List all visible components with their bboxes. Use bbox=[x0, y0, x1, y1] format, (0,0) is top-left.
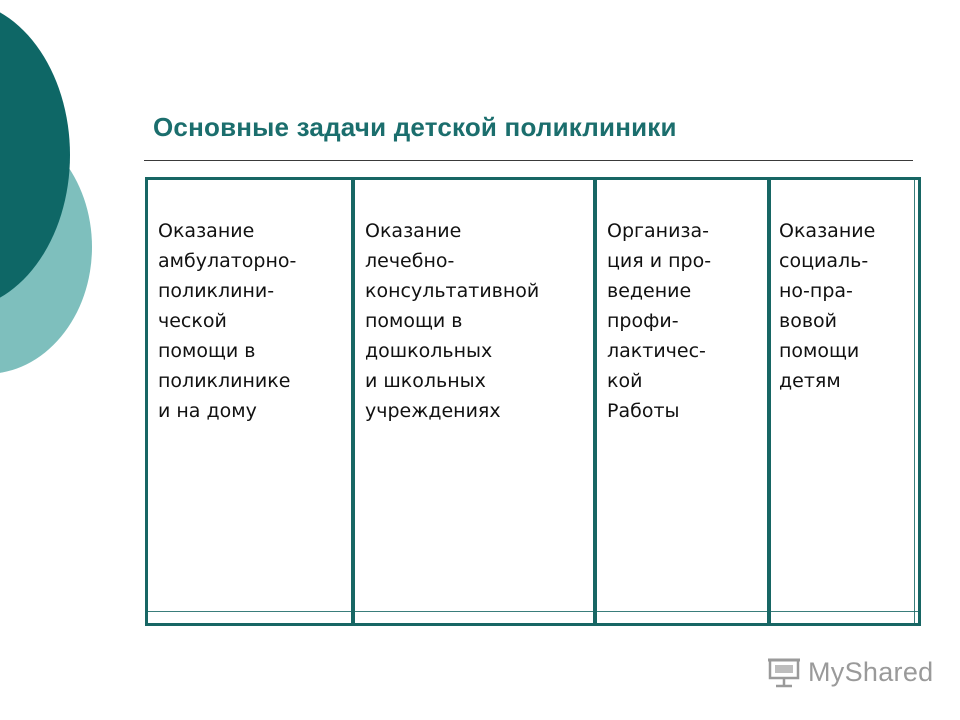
title-divider bbox=[144, 160, 913, 161]
table-column-consultative-care bbox=[351, 180, 593, 623]
logo-text: MyShared bbox=[808, 657, 934, 687]
table-column-preventive-work bbox=[593, 180, 767, 623]
table-column-outpatient-care bbox=[148, 180, 351, 623]
tasks-table bbox=[145, 177, 921, 626]
table-column-social-legal-aid bbox=[767, 180, 918, 623]
column-text: Оказание лечебно- консультативной помощи в дошкольных и школьных учреждениях bbox=[365, 220, 540, 422]
slide-title: Основные задачи детской поликлиники bbox=[153, 112, 677, 142]
column-text: Организа- ция и про- ведение профи- лактичес- кой Работы bbox=[607, 220, 712, 422]
presentation-board-icon bbox=[766, 658, 802, 688]
column-text: Оказание амбулаторно- поликлини- ческой помощи в поликлинике и на дому bbox=[158, 220, 297, 422]
column-text: Оказание социаль- но-пра- вовой помощи детям bbox=[779, 220, 876, 392]
myshared-logo bbox=[766, 657, 933, 688]
